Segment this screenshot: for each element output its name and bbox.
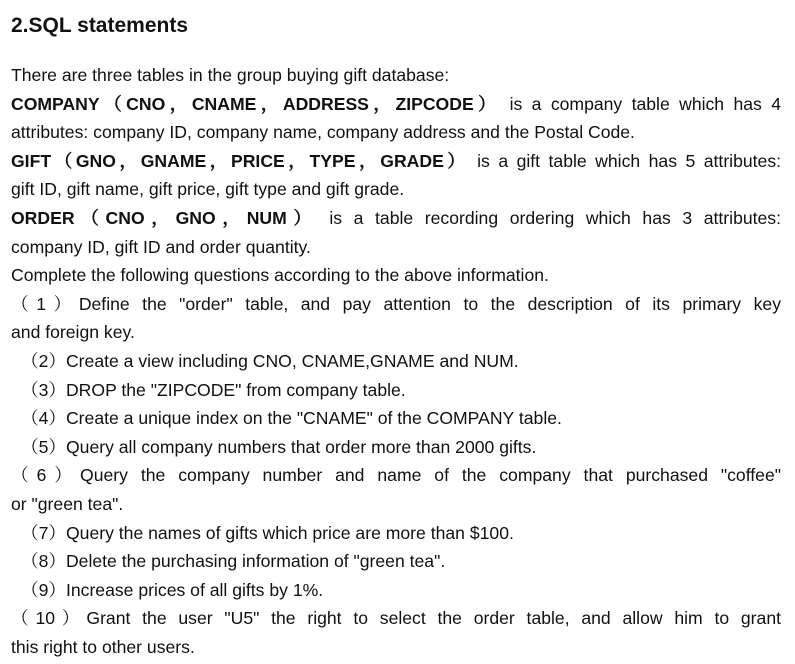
order-attributes: company ID, gift ID and order quantity. bbox=[11, 236, 311, 257]
question-6-continued: or "green tea". bbox=[11, 493, 124, 514]
intro-text: There are three tables in the group buying gift database: bbox=[11, 65, 450, 85]
question-9: （9）Increase prices of all gifts by 1%. bbox=[21, 579, 324, 600]
order-description: is a table recording ordering which has 3 attributes: bbox=[329, 207, 781, 228]
document bbox=[11, 8, 781, 661]
question-2: （2）Create a view including CNO, CNAME,GNAME and NUM. bbox=[21, 350, 519, 371]
section-heading: 2.SQL statements bbox=[11, 14, 189, 37]
gift-attributes: gift ID, gift name, gift price, gift type and gift grade. bbox=[11, 179, 405, 200]
company-attributes: attributes: company ID, company name, company address and the Postal Code. bbox=[11, 122, 635, 143]
order-schema: ORDER（CNO，GNO，NUM） bbox=[11, 207, 318, 228]
question-3: （3）DROP the "ZIPCODE" from company table. bbox=[21, 379, 406, 400]
instruction-text: Complete the following questions according to the above information. bbox=[11, 265, 549, 286]
order-table-line bbox=[11, 204, 781, 233]
company-schema: COMPANY（CNO，CNAME，ADDRESS，ZIPCODE） bbox=[11, 93, 501, 114]
gift-table-line bbox=[11, 147, 781, 176]
question-5: （5）Query all company numbers that order more than 2000 gifts. bbox=[21, 436, 537, 457]
company-table-line bbox=[11, 90, 781, 119]
question-4: （4）Create a unique index on the "CNAME" of the COMPANY table. bbox=[21, 408, 562, 429]
company-description: is a company table which has 4 bbox=[509, 93, 781, 114]
question-1-continued: and foreign key. bbox=[11, 322, 135, 343]
question-8: （8）Delete the purchasing information of "green tea". bbox=[21, 551, 446, 572]
question-6: （6）Query the company number and name of the company that purchased "coffee" bbox=[11, 465, 781, 486]
question-10: （10）Grant the user "U5" the right to select the order table, and allow him to grant bbox=[11, 608, 781, 629]
question-7: （7）Query the names of gifts which price are more than $100. bbox=[21, 522, 514, 543]
gift-description: is a gift table which has 5 attributes: bbox=[477, 150, 782, 171]
question-10-continued: this right to other users. bbox=[11, 636, 195, 657]
gift-schema: GIFT（GNO，GNAME，PRICE，TYPE，GRADE） bbox=[11, 150, 469, 171]
question-1: （1）Define the "order" table, and pay attention to the description of its primary key bbox=[11, 293, 781, 314]
